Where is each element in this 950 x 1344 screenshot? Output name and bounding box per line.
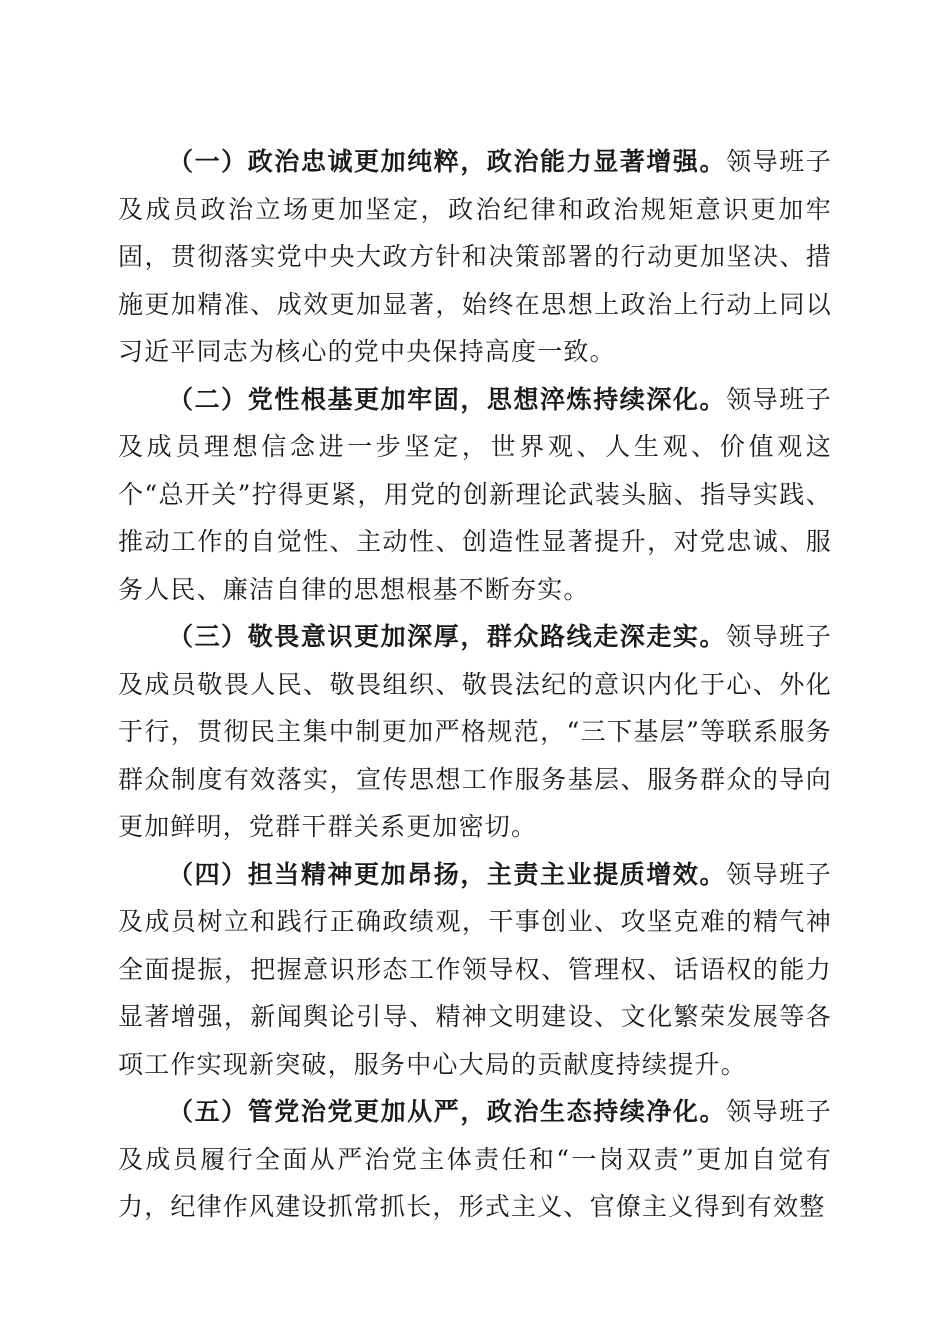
paragraph-3 bbox=[118, 613, 832, 851]
paragraph-5-heading: （五）管党治党更加从严，政治生态持续净化。 bbox=[168, 1097, 727, 1126]
paragraph-2-heading: （二）党性根基更加牢固，思想淬炼持续深化。 bbox=[168, 384, 727, 414]
paragraph-4 bbox=[118, 851, 832, 1089]
paragraph-2 bbox=[118, 376, 832, 614]
paragraph-5 bbox=[118, 1088, 832, 1231]
paragraph-1-heading: （一）政治忠诚更加纯粹，政治能力显著增强。 bbox=[168, 147, 727, 176]
paragraph-1-text: 领导班子及成员政治立场更加坚定，政治纪律和政治规矩意识更加牢固，贯彻落实党中央大政方针和决策部署的行动更加坚决、措施更加精准、成效更加显著，始终在思想上政治上行动上同以习近平同志为核心的党中央保持高度一致。 bbox=[118, 147, 833, 366]
paragraph-4-text: 领导班子及成员树立和践行正确政绩观，干事创业、攻坚克难的精气神全面提振，把握意识形态工作领导权、管理权、话语权的能力显著增强，新闻舆论引导、精神文明建设、文化繁荣发展等各项工作实现新突破，服务中心大局的贡献度持续提升。 bbox=[118, 859, 833, 1079]
document-body bbox=[118, 138, 832, 1231]
paragraph-4-heading: （四）担当精神更加昂扬，主责主业提质增效。 bbox=[168, 859, 727, 889]
paragraph-2-text: 领导班子及成员理想信念进一步坚定，世界观、人生观、价值观这个“总开关”拧得更紧，用党的创新理论武装头脑、指导实践、推动工作的自觉性、主动性、创造性显著提升，对党忠诚、服务人民、廉洁自律的思想根基不断夯实。 bbox=[118, 384, 833, 604]
paragraph-5-text: 领导班子及成员履行全面从严治党主体责任和“一岗双责”更加自觉有力，纪律作风建设抓常抓长，形式主义、官僚主义得到有效整 bbox=[118, 1097, 833, 1221]
paragraph-3-text: 领导班子及成员敬畏人民、敬畏组织、敬畏法纪的意识内化于心、外化于行，贯彻民主集中制更加严格规范，“三下基层”等联系服务群众制度有效落实，宣传思想工作服务基层、服务群众的导向更加鲜明，党群干群关系更加密切。 bbox=[118, 622, 833, 841]
paragraph-1 bbox=[118, 138, 832, 376]
paragraph-3-heading: （三）敬畏意识更加深厚，群众路线走深走实。 bbox=[168, 622, 727, 651]
